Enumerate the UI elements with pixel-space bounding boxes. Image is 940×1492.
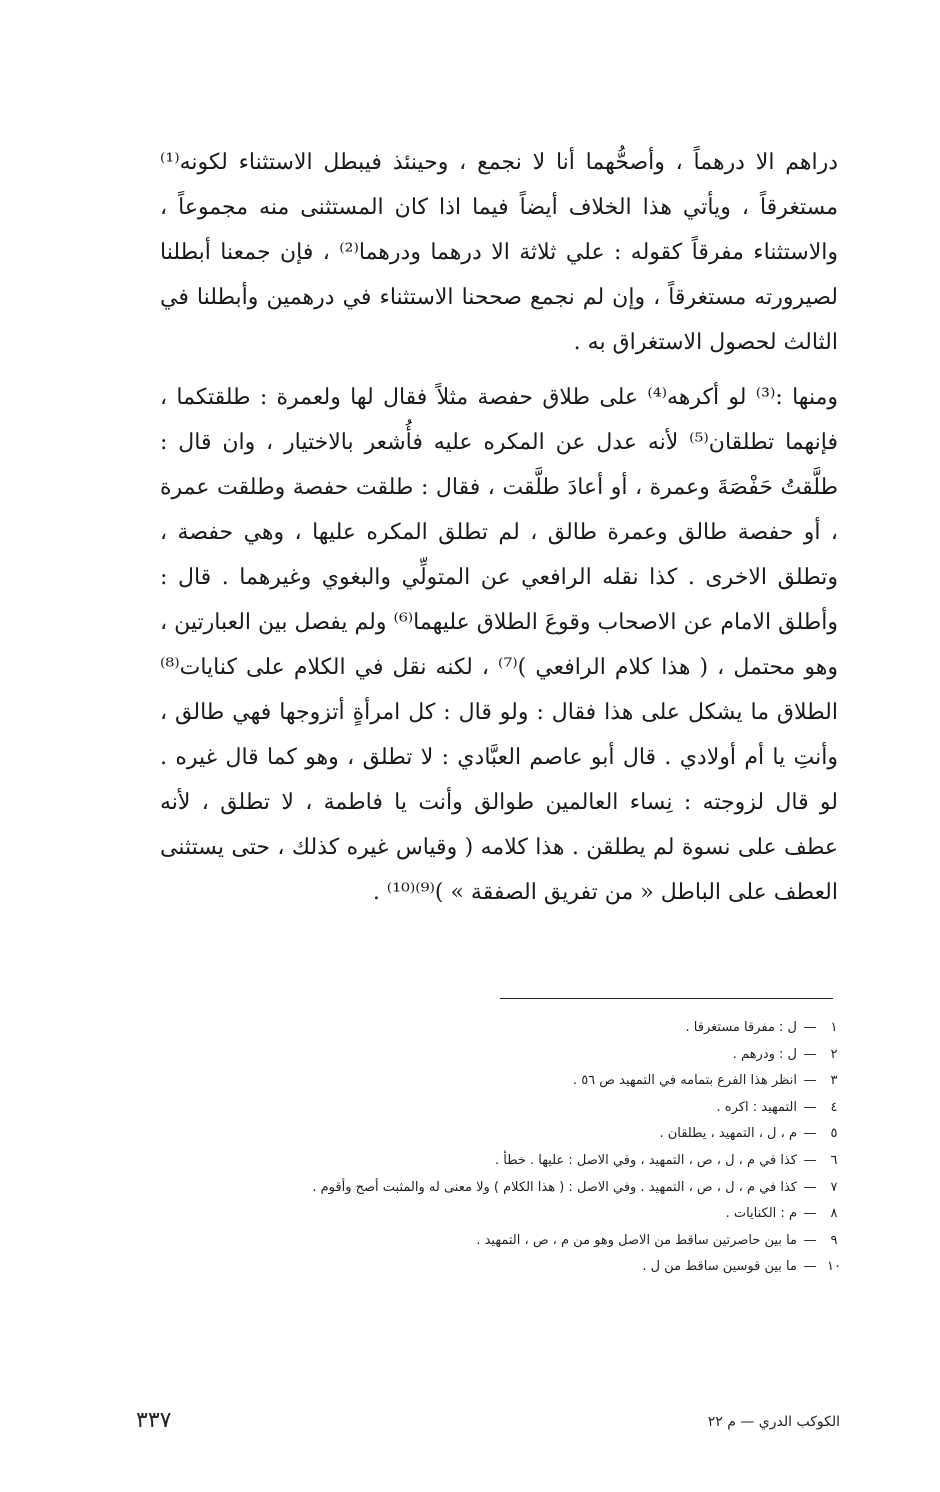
footnote-dash: — [803, 1259, 817, 1275]
page-number: ٣٣٧ [136, 1408, 172, 1433]
footnote-number: ٩ [830, 1232, 838, 1248]
footnote-item [200, 1068, 845, 1095]
footnote-item [200, 1042, 845, 1069]
footnote-dash: — [803, 1179, 817, 1195]
body-paragraph-2: ومنها :⁽³⁾ لو أكرهه⁽⁴⁾ على طلاق حفصة مثلاً فقال لها ولعمرة : طلقتكما ، فإنهما تطلقان⁽⁵⁾ لأنه عدل عن المكره عليه فأُشعر بالاختيار ، وان قال : طلَّقتُ حَفْصَةَ وعمرة ، أو أعادَ طلَّقت ، فقال : طلقت حفصة وطلقت عمرة ، أو حفصة طالق وعمرة طالق ، لم تطلق المكره عليها ، وهي حفصة ، وتطلق الاخرى . كذا نقله الرافعي عن المتولِّي والبغوي وغيرهما . قال : وأطلق الامام عن الاصحاب وقوعَ الطلاق عليهما⁽⁶⁾ ولم يفصل بين العبارتين ، وهو محتمل ، ( هذا كلام الرافعي )⁽⁷⁾ ، لكنه نقل في الكلام على كنايات⁽⁸⁾ الطلاق ما يشكل على هذا فقال : ولو قال : كل امرأةٍ أتزوجها فهي طالق ، وأنتِ يا أم أولادي . قال أبو عاصم العبَّادي : لا تطلق ، وهو كما قال غيره . لو قال لزوجته : نِساء العالمين طوالق وأنت يا فاطمة ، لا تطلق ، لأنه عطف على نسوة لم يطلقن . هذا كلامه ( وقياس غيره كذلك ، حتى يستثنى العطف على الباطل « من تفريق الصفقة » )⁽⁹⁾⁽¹⁰⁾ . [160, 385, 839, 905]
footnote-item [200, 1121, 845, 1148]
footnote-number: ٣ [830, 1073, 838, 1089]
footnote-item [200, 1254, 845, 1281]
footnote-dash: — [803, 1126, 817, 1142]
footnote-number: ٤ [830, 1099, 838, 1115]
footnote-dash: — [803, 1152, 817, 1168]
body-paragraph-1: دراهم الا درهماً ، وأصحُّهما أنا لا نجمع ، وحينئذ فيبطل الاستثناء لكونه⁽¹⁾ مستغرقاً ، ويأتي هذا الخلاف أيضاً فيما اذا كان المستثنى منه مجموعاً ، والاستثناء مفرقاً كقوله : علي ثلاثة الا درهما ودرهما⁽²⁾ ، فإن جمعنا أبطلنا لصيرورته مستغرقاً ، وإن لم نجمع صححنا الاستثناء في درهمين وأبطلنا في الثالث لحصول الاستغراق به . [160, 150, 838, 355]
footnote-dash: — [803, 1046, 817, 1062]
footnote-number: ٨ [830, 1206, 838, 1222]
footnote-text: ل : مفرقا مستغرقا . [685, 1020, 797, 1035]
footnote-item [200, 1201, 845, 1228]
footnote-text: ل : ودرهم . [732, 1046, 797, 1062]
footnotes-list [200, 1015, 845, 1281]
footnote-item [200, 1015, 845, 1042]
footnote-text: م : الكنايات . [725, 1206, 797, 1222]
footnote-dash: — [803, 1232, 817, 1248]
footnote-number: ١٠ [827, 1259, 841, 1275]
footnote-number: ١ [830, 1020, 838, 1035]
footnote-dash: — [803, 1073, 817, 1089]
footnote-number: ٢ [830, 1046, 838, 1062]
footnote-separator [500, 998, 833, 999]
footnote-text: كذا في م ، ل ، ص ، التمهيد . وفي الاصل : ( هذا الكلام ) ولا معنى له والمثبت أصح وأقوم . [312, 1179, 797, 1195]
footnote-item [200, 1095, 845, 1122]
footnote-text: انظر هذا الفرع بتمامه في التمهيد ص ٥٦ . [572, 1073, 797, 1089]
footnote-number: ٦ [830, 1152, 838, 1168]
footnote-text: ما بين حاصرتين ساقط من الاصل وهو من م ، ص ، التمهيد . [476, 1232, 797, 1248]
running-head: الكوكب الدري — م ٢٢ [707, 1414, 840, 1430]
footnote-dash: — [803, 1020, 817, 1035]
footnote-item [200, 1228, 845, 1255]
footnote-dash: — [803, 1206, 817, 1222]
footnote-dash: — [803, 1099, 817, 1115]
footnote-number: ٧ [830, 1179, 838, 1195]
footnote-number: ٥ [830, 1126, 838, 1142]
footnote-item [200, 1148, 845, 1175]
footnote-text: م ، ل ، التمهيد ، يطلقان . [659, 1126, 797, 1142]
footnote-text: كذا في م ، ل ، ص ، التمهيد ، وفي الاصل : عليها . خطأ . [494, 1152, 797, 1168]
footnote-item [200, 1175, 845, 1202]
footnote-text: ما بين قوسين ساقط من ل . [642, 1259, 797, 1275]
footnote-text: التمهيد : اكره . [716, 1099, 797, 1115]
